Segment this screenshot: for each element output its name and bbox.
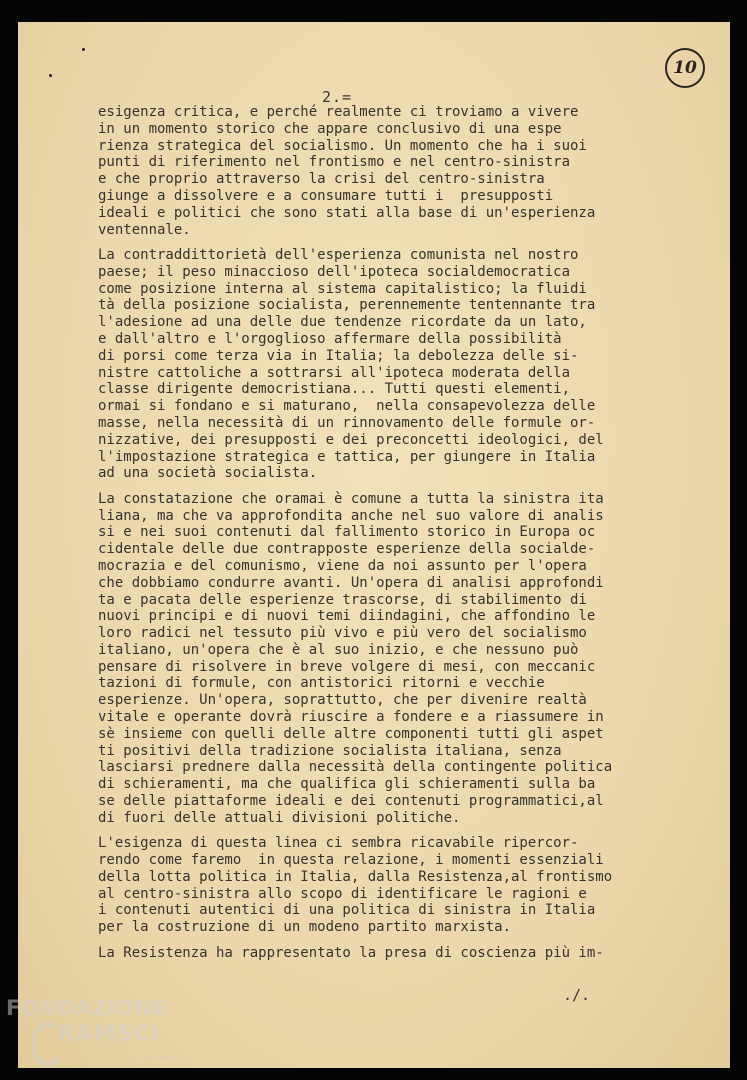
text-line: paese; il peso minaccioso dell'ipoteca socialdemocratica — [98, 263, 571, 280]
text-line: tà della posizione socialista, perennemente tentennante tra — [98, 297, 596, 314]
text-line: masse, nella necessità di un rinnovamento delle formule or- — [98, 414, 596, 431]
typed-body-text — [98, 104, 708, 970]
continuation-mark: ./. — [563, 986, 591, 1004]
text-line: ad una società socialista. — [98, 465, 318, 482]
text-line: vitale e operante dovrà riuscire a fondere e a riassumere in — [98, 709, 604, 726]
text-line: di schieramenti, ma che qualifica gli schieramenti sulla ba — [98, 776, 596, 793]
text-line: e che proprio attraverso la crisi del centro-sinistra — [98, 171, 545, 188]
paragraph — [98, 247, 708, 482]
ink-speck — [82, 48, 85, 51]
text-line: giunge a dissolvere e a consumare tutti i presupposti — [98, 187, 554, 204]
text-line: nistre cattoliche a sottrarsi all'ipoteca moderata della — [98, 364, 571, 381]
text-line: liana, ma che va approfondita anche nel suo valore di analis — [98, 507, 604, 524]
text-line: ideali e politici che sono stati alla base di un'esperienza — [98, 204, 596, 221]
text-line: ti positivi della tradizione socialista italiana, senza — [98, 742, 562, 759]
text-line: loro radici nel tessuto più vivo e più vero del socialismo — [98, 625, 587, 642]
text-line: nizzative, dei presupposti e dei preconcetti ideologici, del — [98, 431, 604, 448]
text-line: di fuori delle attuali divisioni politiche. — [98, 809, 461, 826]
text-line: ormai si fondano e si maturano, nella consapevolezza delle — [98, 398, 596, 415]
text-line: italiano, un'opera che è al suo inizio, e che nessuno può — [98, 641, 579, 658]
text-line: La constatazione che oramai è comune a tutta la sinistra ita — [98, 490, 604, 507]
text-line: ta e pacata delle esperienze trascorse, di stabilimento di — [98, 591, 587, 608]
text-line: La Resistenza ha rappresentato la presa di coscienza più im- — [98, 944, 604, 961]
text-line: che dobbiamo condurre avanti. Un'opera di analisi approfondi — [98, 574, 604, 591]
fondazione-gramsci-watermark — [6, 996, 196, 1076]
paragraph — [98, 491, 708, 827]
text-line: per la costruzione di un modeno partito marxista. — [98, 919, 512, 936]
text-line: si e nei suoi contenuti dal fallimento storico in Europa oc — [98, 524, 596, 541]
text-line: come posizione interna al sistema capitalistico; la fluidi — [98, 280, 587, 297]
text-line: in un momento storico che appare conclusivo di una espe — [98, 120, 562, 137]
text-line: punti di riferimento nel frontismo e nel centro-sinistra — [98, 154, 571, 171]
text-line: sè insieme con quelli delle altre componenti tutti gli aspet — [98, 725, 604, 742]
text-line: l'impostazione strategica e tattica, per giungere in Italia — [98, 448, 596, 465]
paragraph — [98, 835, 708, 936]
text-line: tazioni di formule, con antistorici ritorni e vecchie — [98, 675, 545, 692]
text-line: di porsi come terza via in Italia; la debolezza delle si- — [98, 347, 579, 364]
text-line: e dall'altro e l'orgoglioso affermare della possibilità — [98, 330, 562, 347]
text-line: i contenuti autentici di una politica di sinistra in Italia — [98, 902, 596, 919]
text-line: rendo come faremo in questa relazione, i momenti essenziali — [98, 852, 604, 869]
text-line: lasciarsi prednere dalla necessità della contingente politica — [98, 759, 613, 776]
text-line: rienza strategica del socialismo. Un momento che ha i suoi — [98, 137, 587, 154]
text-line: al centro-sinistra allo scopo di identificare le ragioni e — [98, 885, 587, 902]
text-line: classe dirigente democristiana... Tutti questi elementi, — [98, 381, 571, 398]
text-line: cidentale delle due contrapposte esperienze della socialde- — [98, 541, 596, 558]
text-line: mocrazia e del comunismo, viene da noi assunto per l'opera — [98, 557, 587, 574]
text-line: esigenza critica, e perché realmente ci troviamo a vivere — [98, 104, 579, 120]
text-line: nuovi principi e di nuovi temi diindagini, che affondino le — [98, 608, 596, 625]
text-line: esperienze. Un'opera, soprattutto, che per divenire realtà — [98, 692, 587, 709]
watermark-line-3: onlus — [148, 1052, 173, 1062]
watermark-g-swirl-icon — [30, 1018, 60, 1072]
text-line: l'adesione ad una delle due tendenze ricordate da un lato, — [98, 314, 587, 331]
text-line: pensare di risolvere in breve volgere di mesi, con meccanic — [98, 658, 596, 675]
text-line: La contraddittorietà dell'esperienza comunista nel nostro — [98, 246, 579, 263]
text-line: L'esigenza di questa linea ci sembra ricavabile ripercor- — [98, 835, 579, 852]
page-heading: 2.= — [322, 88, 353, 106]
paragraph — [98, 104, 708, 238]
paragraph — [98, 945, 708, 962]
circled-page-number: 10 — [665, 48, 705, 88]
text-line: se delle piattaforme ideali e dei contenuti programmatici,al — [98, 793, 604, 810]
ink-speck — [49, 74, 52, 77]
text-line: ventennale. — [98, 221, 191, 238]
watermark-line-2: RAMSCI — [58, 1022, 161, 1047]
watermark-line-1: FONDAZIONE — [6, 996, 168, 1020]
text-line: della lotta politica in Italia, dalla Resistenza,al frontismo — [98, 868, 613, 885]
